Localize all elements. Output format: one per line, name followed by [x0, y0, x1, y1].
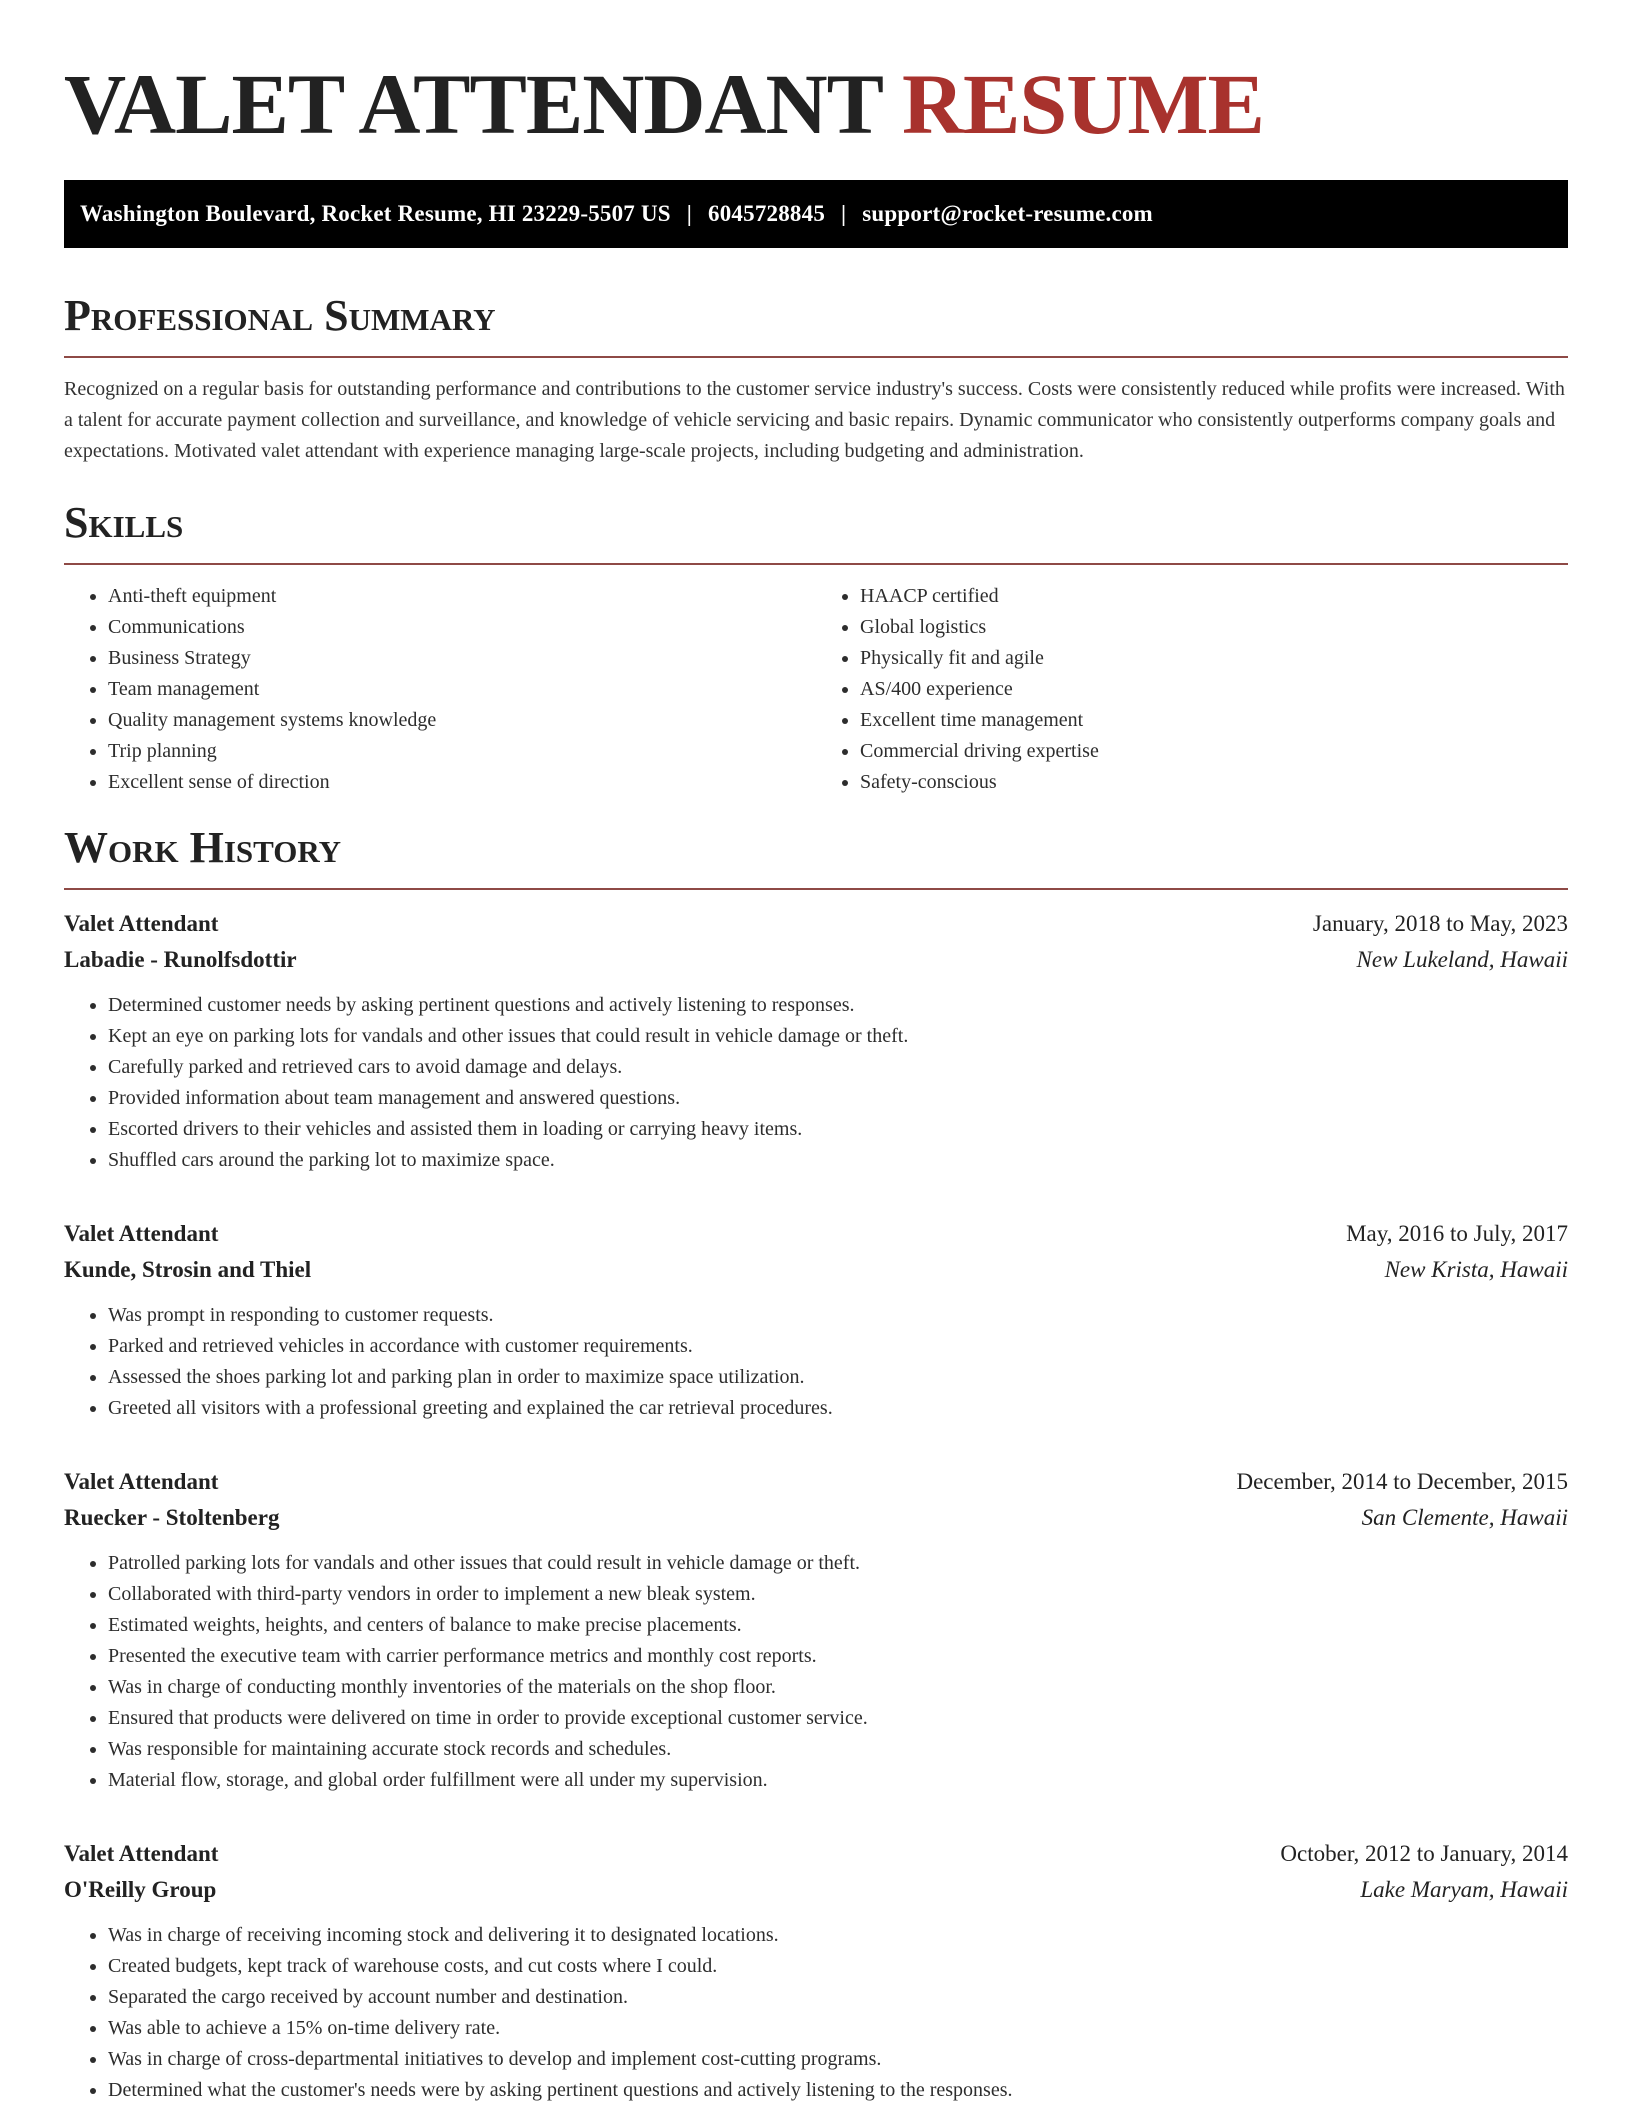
job-bullet: • Parked and retrieved vehicles in accordance with customer requirements. — [108, 1331, 1568, 1362]
job-header — [64, 906, 1568, 942]
skill-item: • HAACP certified — [860, 581, 1568, 612]
job-entry — [64, 1464, 1568, 1796]
job-header — [64, 1836, 1568, 1872]
job-company: Ruecker - Stoltenberg — [64, 1505, 280, 1530]
skill-item: • Quality management systems knowledge — [108, 705, 816, 736]
job-bullet: • Greeted all visitors with a professional greeting and explained the car retrieval procedures. — [108, 1393, 1568, 1424]
job-bullet: • Shuffled cars around the parking lot to maximize space. — [108, 1145, 1568, 1176]
resume-title — [64, 56, 1568, 152]
job-location: New Krista, Hawaii — [1384, 1257, 1568, 1282]
job-title: Valet Attendant — [64, 1221, 219, 1246]
skill-item: • Global logistics — [860, 612, 1568, 643]
skill-item: • Excellent time management — [860, 705, 1568, 736]
section-heading-summary: Professional Summary — [64, 290, 1568, 358]
job-bullets — [64, 1548, 1568, 1796]
job-company: O'Reilly Group — [64, 1877, 217, 1902]
job-dates: October, 2012 to January, 2014 — [1280, 1841, 1568, 1866]
job-bullet: • Separated the cargo received by account number and destination. — [108, 1982, 1568, 2013]
job-subheader — [64, 1872, 1568, 1908]
job-location: Lake Maryam, Hawaii — [1360, 1877, 1568, 1902]
job-bullet: • Created budgets, kept track of warehouse costs, and cut costs where I could. — [108, 1951, 1568, 1982]
contact-separator: | — [686, 201, 693, 226]
job-location: San Clemente, Hawaii — [1361, 1505, 1568, 1530]
job-bullet: • Collaborated with third-party vendors in order to implement a new bleak system. — [108, 1579, 1568, 1610]
job-title: Valet Attendant — [64, 911, 219, 936]
job-company: Labadie - Runolfsdottir — [64, 947, 297, 972]
summary-text: Recognized on a regular basis for outstanding performance and contributions to the customer service industry's success. Costs were consistently reduced while profits were increased. With a talent for accurate payment collection and surveillance, and knowledge of vehicle servicing and basic repairs. Dynamic communicator who consistently outperforms company goals and expectations. Motivated valet attendant with experience managing large-scale projects, including budgeting and administration. — [64, 378, 1565, 462]
job-subheader — [64, 1500, 1568, 1536]
skill-item: • Excellent sense of direction — [108, 767, 816, 798]
skill-item: • Anti-theft equipment — [108, 581, 816, 612]
job-dates: January, 2018 to May, 2023 — [1312, 911, 1568, 936]
job-company: Kunde, Strosin and Thiel — [64, 1257, 312, 1282]
job-subheader — [64, 1252, 1568, 1288]
job-entry — [64, 906, 1568, 1176]
skills-list — [64, 581, 1568, 798]
job-bullet: • Determined customer needs by asking pertinent questions and actively listening to responses. — [108, 990, 1568, 1021]
job-bullet: • Ensured that products were delivered on time in order to provide exceptional customer service. — [108, 1703, 1568, 1734]
skill-item: • AS/400 experience — [860, 674, 1568, 705]
contact-separator: | — [841, 201, 847, 226]
job-bullet: • Patrolled parking lots for vandals and other issues that could result in vehicle damage or theft. — [108, 1548, 1568, 1579]
job-header — [64, 1464, 1568, 1500]
job-bullet: • Was responsible for maintaining accurate stock records and schedules. — [108, 1734, 1568, 1765]
job-bullet: • Determined what the customer's needs were by asking pertinent questions and actively listening to the responses. — [108, 2075, 1568, 2106]
job-header — [64, 1216, 1568, 1252]
job-bullet: • Was in charge of cross-departmental initiatives to develop and implement cost-cutting programs. — [108, 2044, 1568, 2075]
job-bullet: • Provided information about team management and answered questions. — [108, 1083, 1568, 1114]
skill-item: • Safety-conscious — [860, 767, 1568, 798]
job-bullet: • Was able to achieve a 15% on-time delivery rate. — [108, 2013, 1568, 2044]
job-bullet: • Estimated weights, heights, and centers of balance to make precise placements. — [108, 1610, 1568, 1641]
section-heading-work-history: Work History — [64, 822, 1568, 890]
section-heading-skills: Skills — [64, 497, 1568, 565]
title-main: VALET ATTENDANT — [64, 56, 882, 152]
job-bullet: • Was in charge of receiving incoming stock and delivering it to designated locations. — [108, 1920, 1568, 1951]
skill-item: • Commercial driving expertise — [860, 736, 1568, 767]
skill-item: • Trip planning — [108, 736, 816, 767]
contact-phone: 6045728845 — [708, 201, 826, 226]
job-bullet: • Was prompt in responding to customer requests. — [108, 1300, 1568, 1331]
job-bullet: • Escorted drivers to their vehicles and assisted them in loading or carrying heavy items. — [108, 1114, 1568, 1145]
job-entry — [64, 1216, 1568, 1424]
job-entry — [64, 1836, 1568, 2106]
job-bullet: • Carefully parked and retrieved cars to avoid damage and delays. — [108, 1052, 1568, 1083]
skills-column-left — [64, 581, 816, 798]
job-bullet: • Kept an eye on parking lots for vandals and other issues that could result in vehicle damage or theft. — [108, 1021, 1568, 1052]
job-bullet: • Material flow, storage, and global order fulfillment were all under my supervision. — [108, 1765, 1568, 1796]
skill-item: • Physically fit and agile — [860, 643, 1568, 674]
skill-item: • Communications — [108, 612, 816, 643]
job-bullet: • Was in charge of conducting monthly inventories of the materials on the shop floor. — [108, 1672, 1568, 1703]
contact-address: Washington Boulevard, Rocket Resume, HI 23229-5507 US — [80, 201, 671, 226]
job-bullets — [64, 1920, 1568, 2106]
job-title: Valet Attendant — [64, 1469, 219, 1494]
job-bullet: • Presented the executive team with carrier performance metrics and monthly cost reports. — [108, 1641, 1568, 1672]
title-accent: RESUME — [901, 56, 1264, 152]
contact-email: support@rocket-resume.com — [862, 201, 1153, 226]
job-dates: May, 2016 to July, 2017 — [1346, 1221, 1568, 1246]
skill-item: • Team management — [108, 674, 816, 705]
contact-bar — [64, 180, 1568, 248]
job-bullet: • Assessed the shoes parking lot and parking plan in order to maximize space utilization. — [108, 1362, 1568, 1393]
job-bullets — [64, 990, 1568, 1176]
job-title: Valet Attendant — [64, 1841, 219, 1866]
skill-item: • Business Strategy — [108, 643, 816, 674]
job-bullets — [64, 1300, 1568, 1424]
skills-column-right — [816, 581, 1568, 798]
job-location: New Lukeland, Hawaii — [1356, 947, 1568, 972]
job-subheader — [64, 942, 1568, 978]
job-dates: December, 2014 to December, 2015 — [1236, 1469, 1568, 1494]
